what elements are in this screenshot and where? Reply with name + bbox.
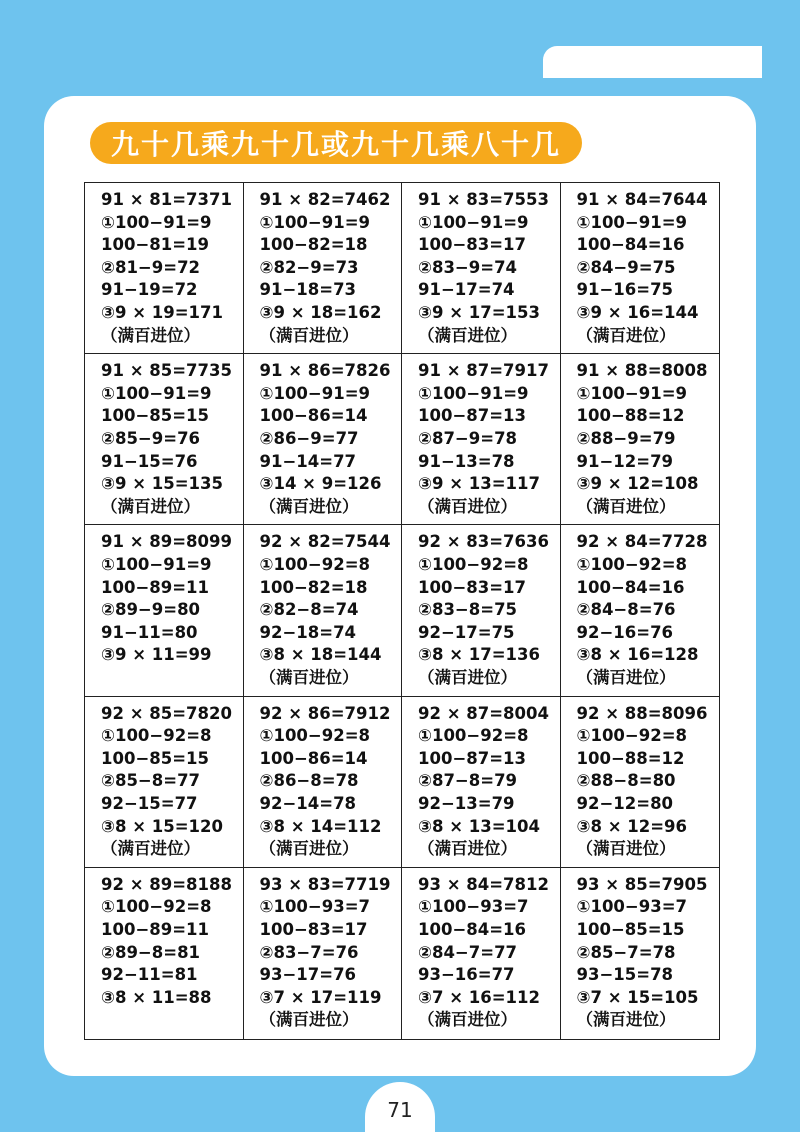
table-cell <box>402 868 561 1039</box>
step-line: ②88−9=79 <box>576 428 676 448</box>
table-cell <box>85 868 244 1039</box>
equation-line: 91 × 89=8099 <box>101 532 232 552</box>
step-line: （满百进位） <box>418 325 517 345</box>
step-line: （满百进位） <box>259 1010 359 1030</box>
step-line: ③9 × 16=144 <box>576 302 699 322</box>
step-line: ③8 × 13=104 <box>418 816 540 836</box>
step-line: 100−89=11 <box>101 577 210 597</box>
step-line: ②83−8=75 <box>418 600 518 620</box>
step-line: ③14 × 9=126 <box>259 474 382 494</box>
step-line: 100−82=18 <box>259 235 368 255</box>
equation-line: 92 × 88=8096 <box>576 703 708 723</box>
step-line: 92−12=80 <box>576 793 674 813</box>
step-line: ②85−9=76 <box>101 428 201 448</box>
step-line: 100−86=14 <box>259 748 368 768</box>
step-line: ③8 × 16=128 <box>576 645 699 665</box>
step-line: （满百进位） <box>576 496 676 516</box>
step-line: ①100−92=8 <box>576 726 688 746</box>
equation-line: 92 × 86=7912 <box>259 703 391 723</box>
table-cell <box>561 183 720 354</box>
equation-line: 92 × 84=7728 <box>576 532 708 552</box>
table-cell <box>402 183 561 354</box>
equation-line: 91 × 87=7917 <box>418 361 549 381</box>
equation-line: 91 × 83=7553 <box>418 190 549 209</box>
step-line: 100−81=19 <box>101 235 210 255</box>
step-line: 91−17=74 <box>418 280 515 300</box>
step-line: （满百进位） <box>576 325 676 345</box>
equation-line: 91 × 86=7826 <box>259 361 391 381</box>
step-line: 92−16=76 <box>576 622 674 642</box>
step-line: 100−87=13 <box>418 748 527 768</box>
step-line: 91−19=72 <box>101 280 198 300</box>
step-line: ①100−91=9 <box>101 383 212 403</box>
step-line: 100−85=15 <box>101 748 210 768</box>
equation-line: 93 × 84=7812 <box>418 874 549 894</box>
equation-line: 92 × 83=7636 <box>418 532 549 552</box>
table-cell <box>561 697 720 868</box>
step-line: 91−15=76 <box>101 451 198 471</box>
step-line: ②89−9=80 <box>101 600 201 620</box>
step-line: （满百进位） <box>259 496 359 516</box>
step-line: ①100−92=8 <box>259 554 371 574</box>
equation-line: 91 × 82=7462 <box>259 190 391 209</box>
calculation-table <box>84 182 720 1040</box>
step-line: 93−16=77 <box>418 965 515 985</box>
table-cell <box>244 697 403 868</box>
step-line: 100−83=17 <box>259 919 368 939</box>
equation-line: 92 × 85=7820 <box>101 703 232 723</box>
step-line: ①100−91=9 <box>576 383 688 403</box>
step-line: 91−13=78 <box>418 451 515 471</box>
equation-line: 92 × 87=8004 <box>418 703 549 723</box>
step-line: ③8 × 18=144 <box>259 645 382 665</box>
step-line: 100−83=17 <box>418 577 527 597</box>
step-line: ③9 × 11=99 <box>101 645 212 665</box>
step-line: 100−88=12 <box>576 406 685 426</box>
step-line: ①100−92=8 <box>259 726 371 746</box>
step-line: 100−84=16 <box>576 577 685 597</box>
step-line: （满百进位） <box>101 496 200 516</box>
table-cell <box>244 525 403 696</box>
step-line: ②87−8=79 <box>418 771 518 791</box>
table-cell <box>85 183 244 354</box>
step-line: ②88−8=80 <box>576 771 676 791</box>
table-cell <box>85 354 244 525</box>
step-line: ②84−8=76 <box>576 600 676 620</box>
step-line: ②87−9=78 <box>418 428 518 448</box>
step-line: （满百进位） <box>576 839 676 859</box>
step-line: （满百进位） <box>576 667 676 687</box>
step-line: （满百进位） <box>101 839 200 859</box>
step-line: ③8 × 17=136 <box>418 645 540 665</box>
page-title: 九十几乘九十几或九十几乘八十几 <box>110 128 561 161</box>
step-line: ③7 × 15=105 <box>576 987 699 1007</box>
step-line: ①100−92=8 <box>101 897 212 917</box>
equation-line: 93 × 83=7719 <box>259 874 391 894</box>
step-line: ③9 × 12=108 <box>576 474 699 494</box>
table-cell <box>561 525 720 696</box>
step-line: 92−18=74 <box>259 622 357 642</box>
step-line: 93−17=76 <box>259 965 357 985</box>
step-line: ②85−8=77 <box>101 771 201 791</box>
table-cell <box>85 525 244 696</box>
table-cell <box>561 868 720 1039</box>
step-line: ③8 × 12=96 <box>576 816 688 836</box>
table-cell <box>244 183 403 354</box>
step-line: （满百进位） <box>259 839 359 859</box>
table-cell <box>402 525 561 696</box>
step-line: ①100−91=9 <box>418 383 529 403</box>
step-line: 91−14=77 <box>259 451 357 471</box>
step-line: 100−89=11 <box>101 919 210 939</box>
step-line: ②84−9=75 <box>576 257 676 277</box>
step-line: ①100−91=9 <box>101 212 212 232</box>
step-line: 100−83=17 <box>418 235 527 255</box>
equation-line: 91 × 84=7644 <box>576 190 708 209</box>
step-line: ②84−7=77 <box>418 942 518 962</box>
step-line: 100−88=12 <box>576 748 685 768</box>
step-line: （满百进位） <box>259 325 359 345</box>
step-line: ②85−7=78 <box>576 942 676 962</box>
step-line: ③9 × 18=162 <box>259 302 382 322</box>
step-line: 91−12=79 <box>576 451 674 471</box>
step-line: ①100−92=8 <box>101 726 212 746</box>
equation-line: 92 × 82=7544 <box>259 532 391 552</box>
step-line: （满百进位） <box>418 667 517 687</box>
step-line: 92−11=81 <box>101 965 198 985</box>
title-banner <box>90 122 582 164</box>
step-line: （满百进位） <box>418 1010 517 1030</box>
step-line: ①100−91=9 <box>576 212 688 232</box>
step-line: ①100−91=9 <box>259 212 371 232</box>
step-line: （满百进位） <box>576 1010 676 1030</box>
step-line: ②83−9=74 <box>418 257 518 277</box>
step-line: ①100−91=9 <box>259 383 371 403</box>
step-line: 100−85=15 <box>576 919 685 939</box>
step-line: ①100−93=7 <box>576 897 688 917</box>
equation-line: 92 × 89=8188 <box>101 874 232 894</box>
step-line: ③9 × 15=135 <box>101 474 223 494</box>
step-line: ①100−91=9 <box>101 554 212 574</box>
step-line: 100−82=18 <box>259 577 368 597</box>
step-line: ①100−92=8 <box>418 726 529 746</box>
step-line: 100−87=13 <box>418 406 527 426</box>
table-cell <box>402 354 561 525</box>
step-line: ②82−8=74 <box>259 600 359 620</box>
step-line: ③9 × 13=117 <box>418 474 540 494</box>
step-line: 92−17=75 <box>418 622 515 642</box>
step-line: ③9 × 17=153 <box>418 302 540 322</box>
step-line: ③9 × 19=171 <box>101 302 223 322</box>
table-cell <box>244 354 403 525</box>
step-line: ③7 × 17=119 <box>259 987 382 1007</box>
step-line: ②81−9=72 <box>101 257 201 277</box>
step-line: ①100−92=8 <box>576 554 688 574</box>
step-line: 100−84=16 <box>418 919 527 939</box>
step-line: ③8 × 15=120 <box>101 816 223 836</box>
step-line: ②82−9=73 <box>259 257 359 277</box>
step-line: （满百进位） <box>418 839 517 859</box>
step-line: 100−86=14 <box>259 406 368 426</box>
step-line: 92−14=78 <box>259 793 357 813</box>
step-line: 92−13=79 <box>418 793 515 813</box>
table-cell <box>244 868 403 1039</box>
page-number: 71 <box>387 1098 413 1122</box>
step-line: （满百进位） <box>418 496 517 516</box>
step-line: ②83−7=76 <box>259 942 359 962</box>
page-number-tab <box>365 1082 435 1132</box>
step-line: 100−85=15 <box>101 406 210 426</box>
step-line: ②89−8=81 <box>101 942 201 962</box>
step-line: ①100−93=7 <box>418 897 529 917</box>
step-line: 93−15=78 <box>576 965 674 985</box>
step-line: （满百进位） <box>259 667 359 687</box>
step-line: ①100−93=7 <box>259 897 371 917</box>
table-cell <box>561 354 720 525</box>
step-line: 91−16=75 <box>576 280 674 300</box>
equation-line: 91 × 85=7735 <box>101 361 232 381</box>
top-tab-decoration <box>543 46 762 78</box>
step-line: ③8 × 14=112 <box>259 816 382 836</box>
step-line: （满百进位） <box>101 325 200 345</box>
equation-line: 91 × 88=8008 <box>576 361 708 381</box>
equation-line: 91 × 81=7371 <box>101 190 232 209</box>
table-cell <box>85 697 244 868</box>
step-line: 100−84=16 <box>576 235 685 255</box>
step-line: ①100−92=8 <box>418 554 529 574</box>
step-line: 91−18=73 <box>259 280 357 300</box>
step-line: ②86−8=78 <box>259 771 359 791</box>
step-line: ②86−9=77 <box>259 428 359 448</box>
equation-line: 93 × 85=7905 <box>576 874 708 894</box>
step-line: 91−11=80 <box>101 622 198 642</box>
step-line: 92−15=77 <box>101 793 198 813</box>
step-line: ③7 × 16=112 <box>418 987 540 1007</box>
step-line: ③8 × 11=88 <box>101 987 212 1007</box>
table-cell <box>402 697 561 868</box>
step-line: ①100−91=9 <box>418 212 529 232</box>
